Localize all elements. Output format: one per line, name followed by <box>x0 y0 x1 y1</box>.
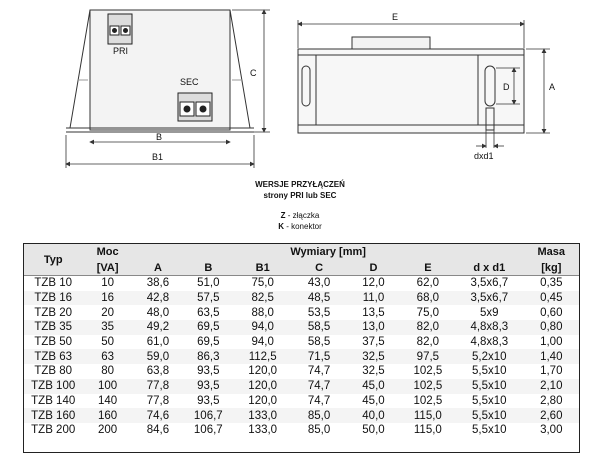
header-col-b: B <box>183 260 233 276</box>
cell-moc: 10 <box>101 277 114 290</box>
cell-e: 62,0 <box>416 277 440 290</box>
table-row <box>24 335 579 350</box>
pri-label: PRI <box>113 46 129 56</box>
cell-e: 82,0 <box>416 336 440 349</box>
cell-e: 97,5 <box>401 349 455 364</box>
header-masa-unit: [kg] <box>524 260 579 276</box>
dimension-e-label: E <box>392 12 399 22</box>
cell-typ: TZB 50 <box>34 336 73 349</box>
table-row <box>24 394 579 409</box>
cell-c: 85,0 <box>292 408 346 423</box>
cell-moc: 63 <box>82 349 132 364</box>
cell-d: 32,5 <box>346 349 400 364</box>
cell-a: 38,6 <box>146 277 170 290</box>
legend-z-text: - złączka <box>285 211 320 220</box>
cell-typ: TZB 100 <box>24 379 82 394</box>
dimension-b1-label: B1 <box>152 152 164 162</box>
dimension-dxd1-label: dxd1 <box>474 151 494 161</box>
cell-d: 50,0 <box>362 424 385 437</box>
cell-b: 57,5 <box>183 291 233 306</box>
dimension-a <box>526 49 550 133</box>
cell-b: 51,0 <box>197 277 220 290</box>
sec-label: SEC <box>180 77 199 87</box>
header-typ: Typ <box>24 244 82 276</box>
cell-b: 93,5 <box>183 379 233 394</box>
cell-moc: 160 <box>82 408 132 423</box>
cell-b: 93,5 <box>197 365 220 378</box>
cell-typ: TZB 10 <box>34 277 73 290</box>
cell-masa: 2,80 <box>540 394 563 407</box>
cell-b: 63,5 <box>197 306 220 319</box>
cell-masa: 0,80 <box>524 320 579 335</box>
cell-b1: 133,0 <box>233 408 291 423</box>
cell-masa: 2,60 <box>524 408 579 423</box>
cell-masa: 0,45 <box>524 291 579 306</box>
cell-dxd1: 3,5x6,7 <box>470 277 509 290</box>
legend-z <box>0 211 600 221</box>
cell-e: 82,0 <box>401 320 455 335</box>
cell-e: 102,5 <box>401 379 455 394</box>
cell-masa: 1,00 <box>540 336 563 349</box>
cell-dxd1: 5,5x10 <box>472 424 507 437</box>
cell-masa: 1,70 <box>540 365 563 378</box>
table-row <box>24 349 579 364</box>
table-body <box>24 276 579 438</box>
side-view-drawing <box>298 37 524 133</box>
cell-b1: 88,0 <box>251 306 274 319</box>
cell-typ: TZB 20 <box>34 306 73 319</box>
cell-dxd1: 5,5x10 <box>472 365 507 378</box>
cell-b: 69,5 <box>197 336 220 349</box>
cell-b1: 120,0 <box>248 365 278 378</box>
legend-z-code: Z <box>280 211 286 220</box>
cell-moc: 50 <box>101 336 114 349</box>
cell-a: 59,0 <box>133 349 183 364</box>
cell-b: 106,7 <box>183 408 233 423</box>
cell-b1: 120,0 <box>248 394 278 407</box>
specifications-table <box>23 243 580 453</box>
cell-moc: 200 <box>97 424 118 437</box>
cell-a: 42,8 <box>133 291 183 306</box>
front-view-drawing <box>66 10 254 132</box>
header-col-e: E <box>401 260 455 276</box>
cell-b1: 82,5 <box>233 291 291 306</box>
cell-c: 58,5 <box>292 320 346 335</box>
cell-masa: 3,00 <box>540 424 563 437</box>
cell-dxd1: 5x9 <box>480 306 499 319</box>
cell-b1: 120,0 <box>233 379 291 394</box>
cell-a: 48,0 <box>146 306 170 319</box>
cell-d: 45,0 <box>346 379 400 394</box>
cell-moc: 35 <box>82 320 132 335</box>
header-col-d: D <box>346 260 400 276</box>
header-masa: Masa <box>524 244 579 260</box>
header-moc-unit: [VA] <box>82 260 132 276</box>
cell-b: 69,5 <box>183 320 233 335</box>
cell-b1: 112,5 <box>233 349 291 364</box>
cell-dxd1: 5,2x10 <box>455 349 523 364</box>
table-row <box>24 291 579 306</box>
pri-terminal-block <box>108 14 132 44</box>
cell-d: 40,0 <box>346 408 400 423</box>
dimension-c-label: C <box>250 68 257 78</box>
header-col-a: A <box>133 260 183 276</box>
cell-typ: TZB 16 <box>24 291 82 306</box>
table-row <box>24 364 579 379</box>
cell-masa: 0,35 <box>540 277 563 290</box>
header-col-dxd1: d x d1 <box>455 260 523 276</box>
cell-b1: 94,0 <box>233 320 291 335</box>
cell-d: 37,5 <box>362 336 385 349</box>
cell-moc: 16 <box>82 291 132 306</box>
cell-typ: TZB 35 <box>24 320 82 335</box>
cell-c: 85,0 <box>307 424 331 437</box>
dimension-d-label: D <box>503 82 510 92</box>
cell-moc: 80 <box>101 365 114 378</box>
header-moc: Moc <box>82 244 132 260</box>
cell-e: 102,5 <box>413 394 443 407</box>
cell-b: 86,3 <box>183 349 233 364</box>
cell-a: 49,2 <box>133 320 183 335</box>
cell-b1: 133,0 <box>248 424 278 437</box>
table-row <box>24 320 579 335</box>
cell-e: 115,0 <box>401 408 455 423</box>
cell-typ: TZB 140 <box>31 394 76 407</box>
dimension-b-label: B <box>156 132 163 142</box>
cell-e: 75,0 <box>416 306 440 319</box>
cell-dxd1: 4,8x8,3 <box>455 320 523 335</box>
dimension-a-label: A <box>549 82 556 92</box>
legend-k-text: - konektor <box>283 222 322 231</box>
cell-dxd1: 3,5x6,7 <box>455 291 523 306</box>
cell-c: 43,0 <box>307 277 331 290</box>
cell-c: 71,5 <box>292 349 346 364</box>
cell-d: 13,5 <box>362 306 385 319</box>
cell-d: 32,5 <box>362 365 385 378</box>
cell-e: 102,5 <box>413 365 443 378</box>
cell-a: 77,8 <box>133 379 183 394</box>
header-col-b1: B1 <box>233 260 291 276</box>
cell-a: 84,6 <box>146 424 170 437</box>
cell-a: 74,6 <box>133 408 183 423</box>
cell-dxd1: 4,8x8,3 <box>470 336 509 349</box>
cell-a: 61,0 <box>146 336 170 349</box>
cell-dxd1: 5,5x10 <box>455 408 523 423</box>
cell-moc: 20 <box>101 306 114 319</box>
cell-d: 13,0 <box>346 320 400 335</box>
table-row <box>24 276 579 291</box>
cell-e: 115,0 <box>413 424 442 437</box>
connection-versions-title: WERSJE PRZYŁĄCZEŃ <box>255 180 345 189</box>
cell-dxd1: 5,5x10 <box>455 379 523 394</box>
cell-c: 58,5 <box>307 336 331 349</box>
cell-b1: 75,0 <box>251 277 274 290</box>
header-wymiary: Wymiary [mm] <box>133 244 524 260</box>
cell-dxd1: 5,5x10 <box>472 394 507 407</box>
legend-k-code: K <box>278 222 284 231</box>
cell-d: 11,0 <box>346 291 400 306</box>
cell-a: 77,8 <box>146 394 170 407</box>
cell-typ: TZB 63 <box>24 349 82 364</box>
cell-d: 45,0 <box>362 394 385 407</box>
cell-typ: TZB 160 <box>24 408 82 423</box>
table-row <box>24 379 579 394</box>
cell-b: 106,7 <box>193 424 223 437</box>
cell-b: 93,5 <box>197 394 220 407</box>
cell-b1: 94,0 <box>251 336 274 349</box>
cell-masa: 1,40 <box>524 349 579 364</box>
cell-moc: 140 <box>97 394 118 407</box>
cell-c: 74,7 <box>307 394 331 407</box>
sec-terminal-block <box>178 93 212 121</box>
cell-c: 74,7 <box>307 365 331 378</box>
cell-typ: TZB 200 <box>31 424 76 437</box>
cell-typ: TZB 80 <box>34 365 73 378</box>
table-header <box>24 244 579 276</box>
cell-d: 12,0 <box>362 277 385 290</box>
cell-masa: 0,60 <box>540 306 563 319</box>
legend-k <box>0 222 600 232</box>
table-row <box>24 423 579 438</box>
cell-e: 68,0 <box>401 291 455 306</box>
cell-c: 74,7 <box>292 379 346 394</box>
cell-c: 53,5 <box>307 306 331 319</box>
cell-masa: 2,10 <box>524 379 579 394</box>
cell-a: 63,8 <box>146 365 170 378</box>
connection-versions-subtitle: strony PRI lub SEC <box>263 191 337 200</box>
cell-moc: 100 <box>82 379 132 394</box>
technical-drawings <box>0 0 600 175</box>
table-row <box>24 305 579 320</box>
table-row <box>24 408 579 423</box>
header-col-c: C <box>292 260 346 276</box>
cell-c: 48,5 <box>292 291 346 306</box>
